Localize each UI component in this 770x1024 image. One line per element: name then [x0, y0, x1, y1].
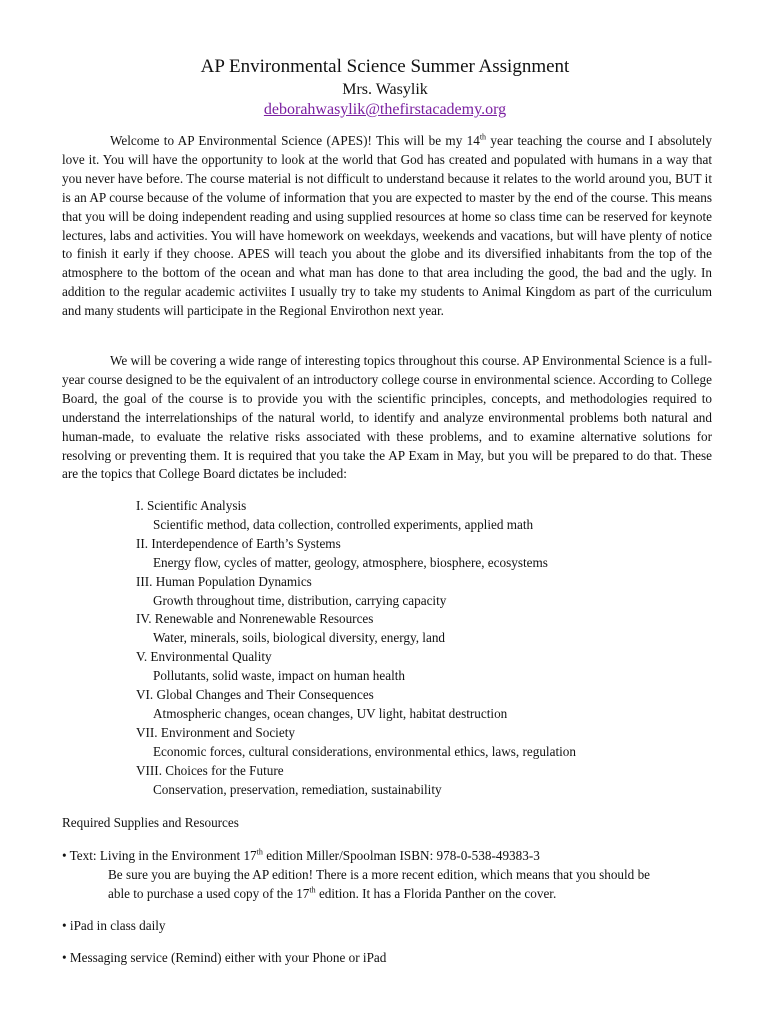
topic-item	[136, 762, 696, 800]
topics-list	[136, 497, 696, 800]
textbook-item	[62, 847, 650, 904]
ipad-item: • iPad in class daily	[62, 918, 166, 933]
topic-heading: VII. Environment and Society	[136, 724, 295, 740]
topic-description: Conservation, preservation, remediation, sustainability	[153, 781, 442, 797]
topic-heading: I. Scientific Analysis	[136, 498, 247, 513]
topic-heading: II. Interdependence of Earth’s Systems	[136, 535, 341, 551]
intro-paragraph-2	[62, 352, 712, 484]
topic-description: Scientific method, data collection, controlled experiments, applied math	[153, 516, 534, 532]
topic-item	[136, 573, 696, 611]
textbook-text-rest: edition Miller/Spoolman ISBN: 978-0-538-49383-3	[262, 848, 540, 863]
textbook-note-line-2	[62, 885, 650, 904]
topic-item	[136, 535, 696, 573]
intro-text-start: Welcome to AP Environmental Science (APES)! This will be my 14	[110, 133, 480, 148]
topic-heading: III. Human Population Dynamics	[136, 573, 312, 589]
document-title: AP Environmental Science Summer Assignment	[200, 56, 570, 77]
topic-item	[136, 610, 696, 648]
ordinal-suffix: th	[479, 132, 487, 142]
topic-item	[136, 497, 696, 535]
messaging-item: • Messaging service (Remind) either with your Phone or iPad	[62, 950, 387, 965]
topic-item	[136, 686, 696, 724]
textbook-note-line-1: Be sure you are buying the AP edition! There is a more recent edition, which means that you should be	[108, 866, 651, 882]
textbook-note-text-rest: edition. It has a Florida Panther on the cover.	[315, 885, 557, 901]
teacher-name: Mrs. Wasylik	[342, 81, 428, 98]
textbook-note-text-start: able to purchase a used copy of the 17	[108, 885, 310, 901]
topic-description: Water, minerals, soils, biological diversity, energy, land	[153, 630, 446, 646]
topics-intro-text: We will be covering a wide range of interesting topics throughout this course. AP Environmental Science is a full-year course designed to be the equivalent of an introductory college course in environmental science. According to College Board, the goal of the course is to provide you with the scientific principles, concepts, and methodologies required to understand the interrelationships of the natural world, to identify and analyze environmental problems both natural and human-made, to evaluate the relative risks associated with these problems, and to examine alternative solutions for resolving or preventing them. It is required that you take the AP Exam in May, but you will be prepared to do that. These are the topics that College Board dictates be included:	[62, 353, 712, 482]
topic-description: Atmospheric changes, ocean changes, UV light, habitat destruction	[153, 705, 508, 721]
topic-description: Pollutants, solid waste, impact on human health	[153, 668, 405, 684]
topic-heading: V. Environmental Quality	[136, 649, 272, 665]
topic-description: Energy flow, cycles of matter, geology, atmosphere, biosphere, ecosystems	[153, 554, 548, 570]
edition-suffix: th	[309, 885, 316, 895]
topic-description: Economic forces, cultural considerations, environmental ethics, laws, regulation	[153, 743, 576, 759]
topic-item	[136, 724, 696, 762]
intro-text-rest: year teaching the course and I absolutely love it. You will have the opportunity to look at the world that God has created and populated with humans in a way that you never have before. The course material is not difficult to understand because it relates to the world around you, BUT it is an AP course because of the volume of information that you are expected to master by the end of the course. This means that you will be doing independent reading and using supplied resources at home so class time can be reserved for keynote lectures, labs and activities. You will have homework on weekdays, weekends and vacations, but will have plenty of notice to finish it early if they choose. APES will teach you about the globe and its diversified inhabitants from the top of the atmosphere to the bottom of the ocean and what man has done to that area including the good, the bad and the ugly. In addition to the regular academic activiites I usually try to take my students to Animal Kingdom as part of the curriculum and many students will participate in the Regional Envirothon next year.	[62, 133, 713, 319]
supplies-heading: Required Supplies and Resources	[62, 815, 239, 830]
textbook-text-start: • Text: Living in the Environment 17	[62, 848, 257, 863]
topic-heading: IV. Renewable and Nonrenewable Resources	[136, 611, 374, 627]
topic-description: Growth throughout time, distribution, carrying capacity	[153, 592, 447, 608]
teacher-email-link[interactable]: deborahwasylik@thefirstacademy.org	[263, 101, 507, 118]
topic-heading: VI. Global Changes and Their Consequences	[136, 687, 374, 703]
edition-suffix: th	[256, 847, 263, 857]
topic-heading: VIII. Choices for the Future	[136, 762, 284, 778]
intro-paragraph-1	[62, 132, 712, 321]
topic-item	[136, 648, 696, 686]
